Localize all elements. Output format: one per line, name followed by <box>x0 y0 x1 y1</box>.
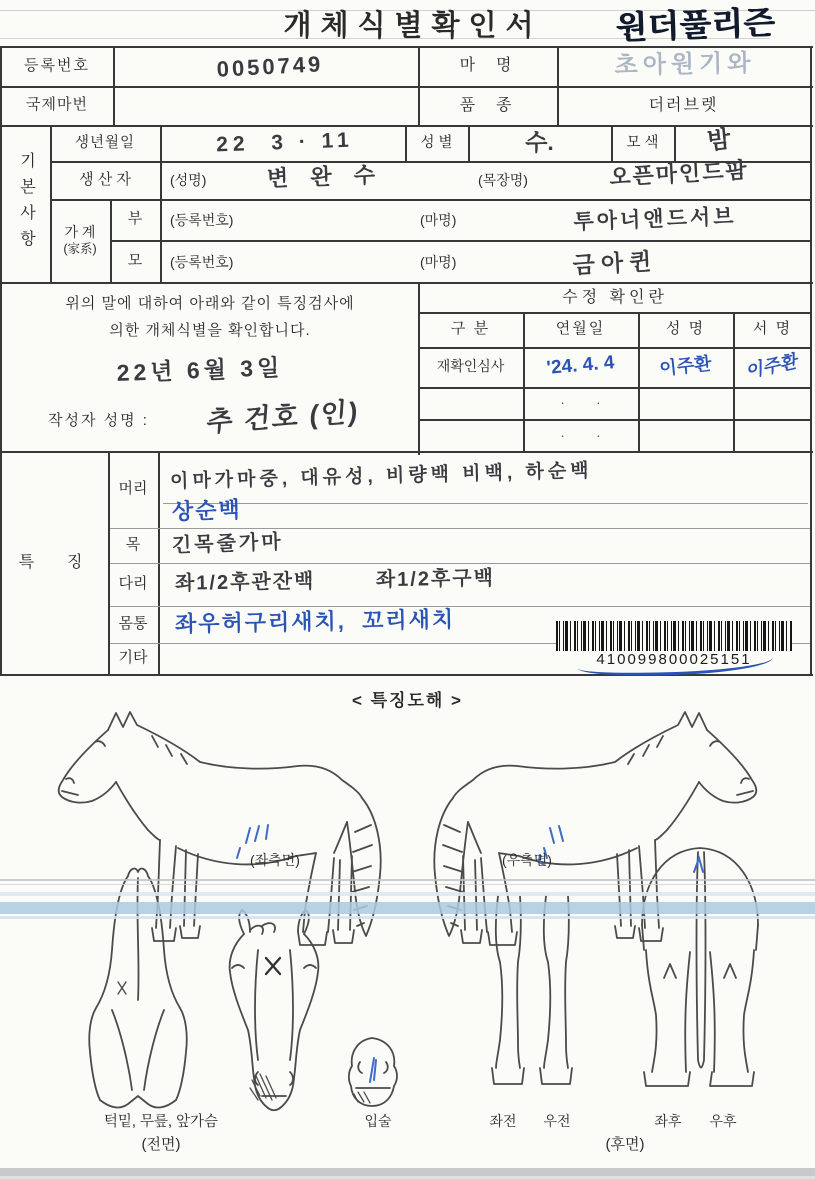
dam-regno-paren: (등록번호) <box>170 254 234 270</box>
front-legs-figure <box>492 896 572 1084</box>
sex-value: 수. <box>525 128 554 155</box>
feature-legs-value: 좌1/2후관잔백 좌1/2후구백 <box>174 567 496 595</box>
revision-row2-date-dots: · · <box>560 394 601 411</box>
reg-no-label: 등록번호 <box>24 56 90 74</box>
confirm-statement-line2: 의한 개체식별을 확인합니다. <box>109 321 311 339</box>
feature-body-value: 좌우허구리새치, 꼬리새치 <box>174 606 456 637</box>
producer-name-paren-label: (성명) <box>170 172 207 188</box>
leg-label-right-rear: 우후 <box>709 1113 737 1130</box>
lips-label: 입술 <box>364 1113 392 1130</box>
leg-label-right-front: 우전 <box>543 1113 571 1130</box>
dam-name-paren: (마명) <box>420 254 457 270</box>
family-hanja-label: (家系) <box>63 241 97 256</box>
grid-line <box>113 46 115 127</box>
writer-signature: 추 건호 (인) <box>205 396 361 438</box>
scan-artifact-band <box>110 606 810 607</box>
reg-no-value: 0050749 <box>216 51 324 83</box>
basic-section-label: 기본사항 <box>17 151 35 256</box>
revision-row-date: '24. 4. 4 <box>545 352 616 380</box>
handwritten-horse-name-title: 원더풀리즌 <box>615 4 776 46</box>
scan-artifact-band <box>0 892 815 896</box>
feature-neck-label: 목 <box>125 536 141 554</box>
rear-view-label: (후면) <box>605 1135 645 1153</box>
producer-name-value: 변 완 수 <box>266 162 384 192</box>
family-label-cell <box>50 199 110 283</box>
horse-name-value: 초아원기와 <box>614 49 756 80</box>
revision-row-category: 재확인심사 <box>436 358 505 375</box>
breed-value: 더러브렛 <box>648 96 719 114</box>
confirm-date-handwritten: 22년 6월 3일 <box>116 353 284 386</box>
leg-label-left-front: 좌전 <box>489 1113 517 1130</box>
horse-name-label: 마 명 <box>459 57 516 74</box>
scan-artifact-band <box>0 879 815 881</box>
revision-header-name: 성 명 <box>665 320 706 338</box>
dam-label: 모 <box>127 251 143 269</box>
feature-body-label: 몸통 <box>118 615 148 633</box>
revision-row-name: 이주환 <box>658 353 713 379</box>
scan-artifact-band <box>163 503 808 504</box>
left-side-label: (좌측면) <box>250 852 300 869</box>
diagram-title: < 특징도해 > <box>352 691 463 711</box>
face-front-figure <box>230 910 319 1110</box>
revision-header-category: 구 분 <box>450 320 491 338</box>
revision-header-date: 연월일 <box>555 320 606 338</box>
revision-row3-date-dots: · · <box>560 427 601 444</box>
coat-value: 밤 <box>706 125 732 156</box>
revision-title: 수정 확인란 <box>562 289 668 306</box>
barcode-number: 410099800025151 <box>596 650 752 668</box>
grid-line <box>160 125 162 284</box>
grid-line <box>810 451 812 676</box>
farm-name-value: 오픈마인드팜 <box>608 157 750 190</box>
revision-row-signature: 이주환 <box>746 350 799 382</box>
birth-value: 22 3 · 11 <box>215 128 355 157</box>
farm-paren-label: (목장명) <box>478 172 528 188</box>
sire-name-value: 투아너앤드서브 <box>573 205 737 234</box>
writer-label: 작성자 성명 : <box>48 412 149 429</box>
feature-diagram-figure <box>0 700 815 1179</box>
sire-label: 부 <box>127 210 143 228</box>
confirm-statement-line1: 위의 말에 대하여 아래와 같이 특징검사에 <box>65 294 355 312</box>
producer-label: 생 산 자 <box>79 170 131 188</box>
breed-label: 품 종 <box>459 96 516 114</box>
feature-head-line2: 상순백 <box>171 496 243 525</box>
scan-artifact-band <box>110 563 810 564</box>
intl-no-label: 국제마번 <box>26 96 88 114</box>
scan-artifact-band <box>0 1168 815 1176</box>
grid-line <box>0 282 2 455</box>
sex-label: 성 별 <box>420 134 453 151</box>
front-view-label: (전면) <box>141 1135 181 1153</box>
feature-legs-label: 다리 <box>118 575 148 593</box>
dam-name-value: 금아퀸 <box>572 247 658 278</box>
form-title: 개체식별확인서 <box>283 9 543 42</box>
scan-artifact-band <box>110 528 810 529</box>
scan-artifact-band <box>0 884 815 885</box>
sire-name-paren: (마명) <box>420 212 457 228</box>
grid-line <box>810 46 812 127</box>
scan-artifact-band <box>0 916 815 919</box>
features-section-label: 특 징 <box>18 553 91 571</box>
feature-head-line1: 이마가마중, 대유성, 비량백 비백, 하순백 <box>169 460 593 493</box>
lips-figure <box>349 1038 397 1106</box>
sire-regno-paren: (등록번호) <box>170 212 234 228</box>
birth-label: 생년월일 <box>74 134 136 151</box>
feature-etc-label: 기타 <box>118 649 148 667</box>
front-parts-label: 턱밑, 무릎, 앞가슴 <box>103 1113 219 1130</box>
family-label: 가 계 <box>64 224 96 241</box>
coat-label: 모 색 <box>626 134 659 151</box>
scan-artifact-band <box>0 902 815 914</box>
leg-label-left-rear: 좌후 <box>654 1113 682 1130</box>
barcode-image <box>556 621 792 651</box>
feature-head-label: 머리 <box>118 480 148 498</box>
right-side-label: (우측면) <box>502 852 552 869</box>
revision-header-sign: 서 명 <box>752 320 793 338</box>
feature-neck-value: 긴목줄가마 <box>171 531 284 557</box>
grid-line <box>110 240 812 242</box>
